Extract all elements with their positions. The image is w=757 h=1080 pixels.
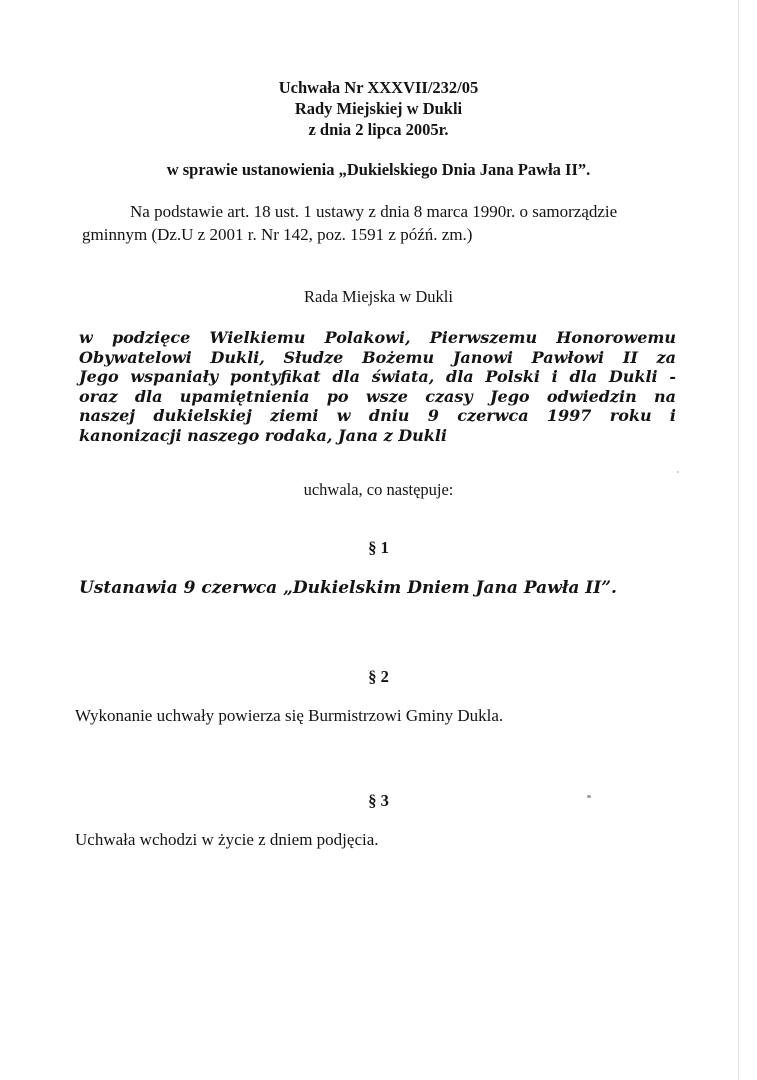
dedication-line: kanonizacji naszego rodaka, Jana z Dukli [79,425,447,445]
section-text-1: Ustanawia 9 czerwca „Dukielskim Dniem Jana Pawła II”. [79,578,617,598]
section-mark-2: § 2 [368,667,389,686]
dedication-line: w podzięce Wielkiemu Polakowi, Pierwszemu Honorowemu [79,328,676,347]
dedication-line: Obywatelowi Dukli, Słudze Bożemu Janowi Pawłowi II za [79,347,676,367]
dedication-line: Jego wspaniały pontyfikat dla świata, dla Polski i dla Dukli - [79,367,676,386]
council-name: Rada Miejska w Dukli [304,287,453,306]
dedication-paragraph [79,328,676,445]
section-text-3: Uchwała wchodzi w życie z dniem podjęcia. [75,830,379,849]
legal-basis [82,200,682,246]
resolution-number: Uchwała Nr XXXVII/232/05 [278,78,479,97]
section-mark-3: § 3 [368,791,389,810]
section-text-2: Wykonanie uchwały powierza się Burmistrzowi Gminy Dukla. [75,706,504,725]
resolution-date: z dnia 2 lipca 2005r. [308,120,449,139]
section-mark-1: § 1 [368,538,389,557]
scan-speck [677,471,679,473]
scan-speck [587,795,591,798]
issuing-council: Rady Miejskiej w Dukli [294,99,463,118]
dedication-line: naszej dukielskiej ziemi w dniu 9 czerwca 1997 roku i [79,406,676,425]
legal-basis-line-1: Na podstawie art. 18 ust. 1 ustawy z dnia 8 marca 1990r. o samorządzie [130,202,618,221]
legal-basis-line-2: gminnym (Dz.U z 2001 r. Nr 142, poz. 1591 z późń. zm.) [82,225,473,244]
dedication-line: oraz dla upamiętnienia po wsze czasy Jego odwiedzin na [79,386,676,406]
resolution-subject: w sprawie ustanowienia „Dukielskiego Dnia Jana Pawła II”. [166,160,591,179]
resolves-phrase: uchwala, co następuje: [303,480,454,499]
